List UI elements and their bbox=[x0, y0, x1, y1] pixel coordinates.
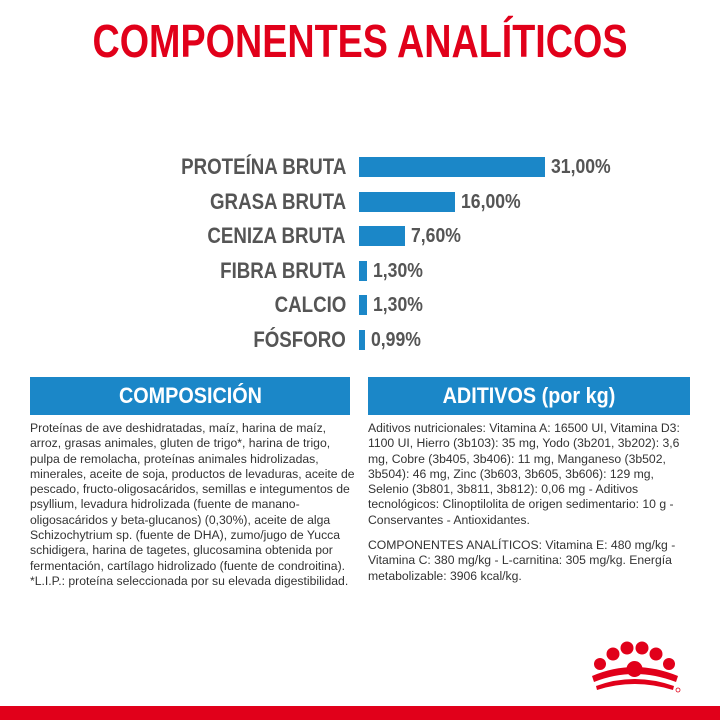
chart-bar bbox=[359, 192, 455, 212]
chart-value-label: 1,30% bbox=[372, 259, 423, 282]
chart-row bbox=[0, 185, 720, 219]
chart-bar bbox=[359, 226, 405, 246]
chart-value-label: 16,00% bbox=[461, 190, 521, 213]
composition-text: Proteínas de ave deshidratadas, maíz, harina de maíz, arroz, grasas animales, gluten de trigo*, harina de trigo, pulpa de remolacha, proteínas animales hidrolizadas, minerales, aceite de soja, productos de levaduras, aceite de pescado, fructo-oligosacáridos, semillas e integumentos de psyllium, levadura hidrolizada (fuente de manano-oligosacáridos y beta-glucanos) (0,30%), aceite de alga Schizochytrium sp. (fuente de DHA), zumo/jugo de Yucca schidigera, harina de tagetes, glucosamina obtenida por fermentación, cartílago hidrolizado (fuente de condroitina). *L.I.P.: proteína seleccionada por su elevada digestibilidad. bbox=[30, 421, 355, 588]
page-title: COMPONENTES ANALÍTICOS bbox=[92, 15, 628, 67]
chart-row bbox=[0, 254, 720, 288]
composition-header bbox=[30, 377, 350, 415]
chart-category-label: GRASA BRUTA bbox=[209, 188, 346, 214]
additives-header bbox=[368, 377, 690, 415]
additives-header-label: ADITIVOS (por kg) bbox=[442, 383, 616, 408]
chart-bar bbox=[359, 330, 365, 350]
chart-row bbox=[0, 219, 720, 253]
analytical-extra-text: COMPONENTES ANALÍTICOS: Vitamina E: 480 mg/kg - Vitamina C: 380 mg/kg - L-carnitina: 305 mg/kg. Energía metabolizable: 3906 kcal/kg. bbox=[368, 538, 676, 583]
chart-row bbox=[0, 323, 720, 357]
chart-category-label: FIBRA BRUTA bbox=[220, 257, 346, 283]
chart-category-label: FÓSFORO bbox=[253, 326, 346, 352]
chart-value-label: 31,00% bbox=[551, 156, 611, 178]
nutrient-bar-chart bbox=[0, 150, 720, 360]
chart-bar bbox=[359, 261, 367, 281]
chart-row bbox=[0, 288, 720, 322]
chart-value-label: 0,99% bbox=[371, 328, 421, 351]
additives-text: Aditivos nutricionales: Vitamina A: 16500 UI, Vitamina D3: 1100 UI, Hierro (3b103): 35 mg, Yodo (3b201, 3b202): 3,6 mg, Cobre (3b405, 3b406): 11 mg, Manganeso (3b502, 3b504): 46 mg, Zinc (3b603, 3b605, 3b606): 129 mg, Selenio (3b801, 3b811, 3b812): 0,06 mg - Aditivos tecnológicos: Clinoptilolita de origen sedimentario: 10 g - Conservantes - Antioxidantes. bbox=[368, 421, 680, 527]
chart-value-label: 1,30% bbox=[372, 294, 423, 316]
chart-row bbox=[0, 150, 720, 184]
chart-value-label: 7,60% bbox=[410, 225, 461, 247]
royal-canin-crown-logo bbox=[586, 636, 686, 696]
chart-bar bbox=[359, 157, 545, 177]
chart-category-label: PROTEÍNA BRUTA bbox=[180, 154, 346, 179]
footer-bar bbox=[0, 706, 720, 720]
chart-bar bbox=[359, 295, 367, 315]
composition-header-label: COMPOSICIÓN bbox=[118, 383, 262, 408]
chart-category-label: CALCIO bbox=[274, 292, 346, 317]
chart-category-label: CENIZA BRUTA bbox=[207, 223, 346, 248]
